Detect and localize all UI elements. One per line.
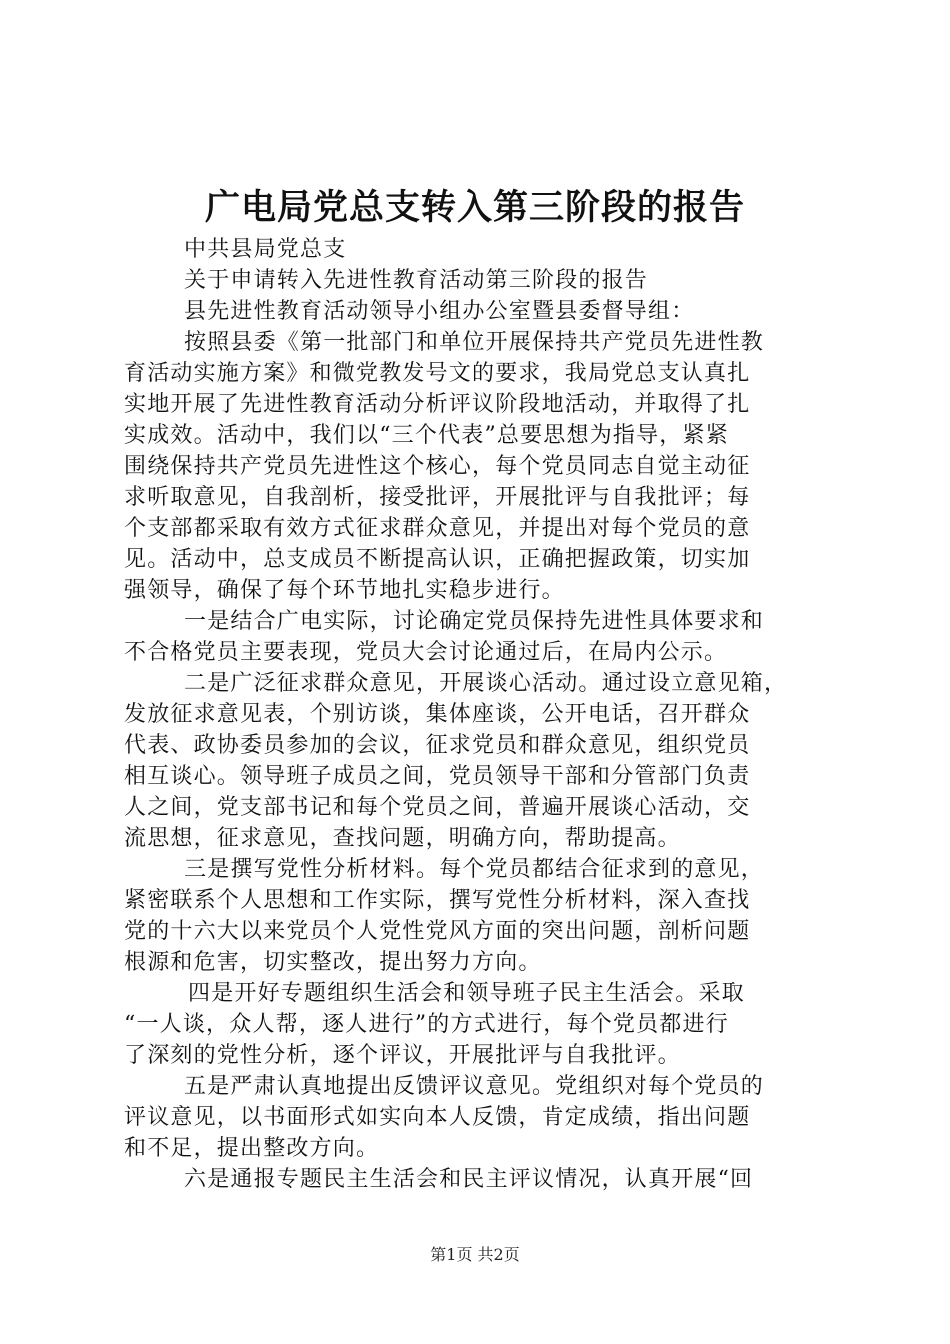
text-line: 不合格党员主要表现，党员大会讨论通过后，在局内公示。 [124,640,728,665]
text-line: 二是广泛征求群众意见，开展谈心活动。通过设立意见箱， [184,671,788,696]
text-line: 根源和危害，切实整改，提出努力方向。 [124,950,542,975]
text-line: 育活动实施方案》和微党教发号文的要求，我局党总支认真扎 [124,361,751,386]
text-line: 围绕保持共产党员先进性这个核心，每个党员同志自觉主动征 [124,454,751,479]
text-line: 见。活动中，总支成员不断提高认识，正确把握政策，切实加 [124,547,751,572]
text-line: 强领导，确保了每个环节地扎实稳步进行。 [124,578,565,603]
text-line: 发放征求意见表，个别访谈，集体座谈，公开电话，召开群众 [124,702,751,727]
text-line: 求听取意见，自我剖析，接受批评，开展批评与自我批评；每 [124,485,751,510]
text-line: 和不足，提出整改方向。 [124,1136,380,1161]
document-title: 广电局党总支转入第三阶段的报告 [204,188,745,228]
document-body [124,234,830,1195]
text-line: 县先进性教育活动领导小组办公室暨县委督导组： [184,299,695,324]
text-line: 五是严肃认真地提出反馈评议意见。党组织对每个党员的 [184,1074,765,1099]
text-line: 相互谈心。领导班子成员之间，党员领导干部和分管部门负责 [124,764,751,789]
text-line: 人之间，党支部书记和每个党员之间，普遍开展谈心活动，交 [124,795,751,820]
text-line: 了深刻的党性分析，逐个评议，开展批评与自我批评。 [124,1043,681,1068]
text-line: 流思想，征求意见，查找问题，明确方向，帮助提高。 [124,826,681,851]
text-line: 三是撰写党性分析材料。每个党员都结合征求到的意见， [184,857,765,882]
text-line: 实成效。活动中，我们以“三个代表”总要思想为指导，紧紧 [124,423,729,448]
page-footer: 第1页 共2页 [430,1245,520,1264]
text-line: 评议意见，以书面形式如实向本人反馈，肯定成绩，指出问题 [124,1105,751,1130]
text-line: 紧密联系个人思想和工作实际，撰写党性分析材料，深入查找 [124,888,751,913]
text-line: “一人谈，众人帮，逐人进行”的方式进行，每个党员都进行 [124,1012,729,1037]
text-line: 六是通报专题民主生活会和民主评议情况，认真开展“回 [184,1167,754,1192]
text-line: 代表、政协委员参加的会议，征求党员和群众意见，组织党员 [124,733,751,758]
text-line: 个支部都采取有效方式征求群众意见，并提出对每个党员的意 [124,516,751,541]
text-line: 党的十六大以来党员个人党性党风方面的突出问题，剖析问题 [124,919,751,944]
text-line: 按照县委《第一批部门和单位开展保持共产党员先进性教 [184,330,765,355]
text-line: 实地开展了先进性教育活动分析评议阶段地活动，并取得了扎 [124,392,751,417]
text-line: 中共县局党总支 [184,237,347,262]
text-line: 关于申请转入先进性教育活动第三阶段的报告 [184,268,649,293]
text-line: 一是结合广电实际，讨论确定党员保持先进性具体要求和 [184,609,765,634]
text-line: 四是开好专题组织生活会和领导班子民主生活会。采取 [188,981,745,1006]
